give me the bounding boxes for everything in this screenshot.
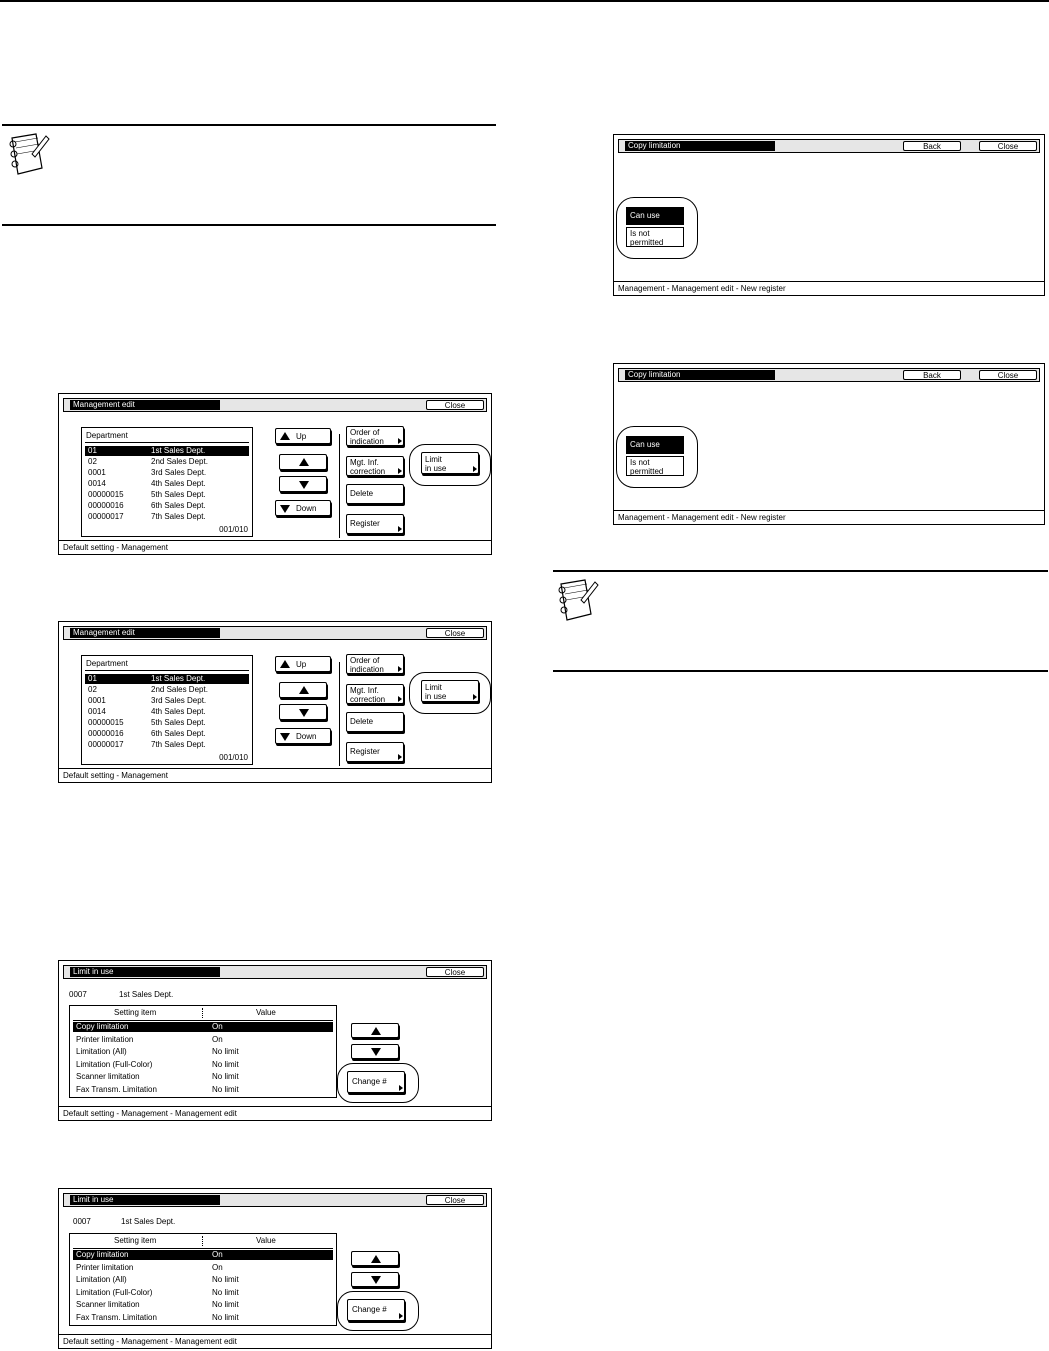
limit-in-use-screen — [58, 1188, 492, 1349]
table-row[interactable]: Scanner limitation No limit — [76, 1300, 239, 1309]
page-counter: 001/010 — [219, 525, 248, 534]
order-of-indication-button[interactable]: Order of indication — [346, 426, 404, 446]
mgt-inf-correction-button[interactable]: Mgt. Inf. correction — [346, 456, 404, 476]
table-row[interactable]: Printer limitation On — [76, 1263, 223, 1272]
up-arrow-icon — [371, 1027, 381, 1035]
copy-limitation-screen — [613, 134, 1045, 296]
note-rule-top — [2, 124, 496, 126]
change-number-button[interactable]: Change # — [347, 1071, 405, 1093]
title-bar — [63, 965, 487, 979]
table-row[interactable]: Copy limitation On — [73, 1022, 333, 1032]
top-rule — [0, 0, 1049, 2]
up-arrow-icon — [371, 1255, 381, 1263]
management-edit-screen — [58, 621, 492, 783]
list-item[interactable]: 00000016 6th Sales Dept. — [88, 501, 206, 510]
scroll-down-button[interactable] — [351, 1044, 399, 1059]
back-button[interactable]: Back — [903, 370, 961, 380]
department-list — [81, 655, 253, 765]
note-rule-bottom-right — [553, 670, 1048, 672]
note-rule-bottom — [2, 224, 496, 226]
department-name: 1st Sales Dept. — [119, 990, 174, 999]
down-button[interactable]: Down — [275, 500, 331, 516]
column-header: Setting item — [114, 1008, 157, 1017]
register-button[interactable]: Register — [346, 514, 404, 534]
list-item[interactable]: 01 1st Sales Dept. — [85, 446, 249, 456]
down-arrow-icon — [280, 505, 290, 513]
list-item[interactable]: 0001 3rd Sales Dept. — [88, 696, 207, 705]
department-code: 0007 — [69, 990, 87, 999]
table-row[interactable]: Limitation (Full-Color) No limit — [76, 1060, 239, 1069]
scroll-up-button[interactable] — [351, 1023, 399, 1038]
table-row[interactable]: Limitation (All) No limit — [76, 1275, 239, 1284]
down-arrow-icon — [299, 709, 309, 717]
list-item[interactable]: 0001 3rd Sales Dept. — [88, 468, 207, 477]
list-item[interactable]: 02 2nd Sales Dept. — [88, 685, 208, 694]
up-button[interactable]: Up — [275, 656, 331, 672]
scroll-down-button[interactable] — [279, 704, 327, 720]
screen-title: Limit in use — [70, 1195, 220, 1205]
scroll-up-button[interactable] — [279, 682, 327, 698]
list-item[interactable]: 0014 4th Sales Dept. — [88, 707, 206, 716]
screen-title: Management edit — [70, 628, 220, 638]
table-row[interactable]: Limitation (Full-Color) No limit — [76, 1288, 239, 1297]
list-item[interactable]: 02 2nd Sales Dept. — [88, 457, 208, 466]
list-item[interactable]: 0014 4th Sales Dept. — [88, 479, 206, 488]
close-button[interactable]: Close — [426, 628, 484, 638]
scroll-up-button[interactable] — [279, 454, 327, 470]
scroll-down-button[interactable] — [351, 1272, 399, 1287]
screen-title: Management edit — [70, 400, 220, 410]
close-button[interactable]: Close — [426, 967, 484, 977]
down-arrow-icon — [371, 1276, 381, 1284]
register-button[interactable]: Register — [346, 742, 404, 762]
list-item[interactable]: 00000015 5th Sales Dept. — [88, 718, 206, 727]
not-permitted-option[interactable]: Is not permitted — [626, 456, 684, 476]
breadcrumb: Default setting - Management - Management edit — [59, 1106, 491, 1120]
order-of-indication-button[interactable]: Order of indication — [346, 654, 404, 674]
delete-button[interactable]: Delete — [346, 484, 404, 504]
list-item[interactable]: 00000017 7th Sales Dept. — [88, 740, 206, 749]
management-edit-screen — [58, 393, 492, 555]
back-button[interactable]: Back — [903, 141, 961, 151]
department-list — [81, 427, 253, 537]
down-button[interactable]: Down — [275, 728, 331, 744]
notepad-icon — [555, 576, 599, 624]
table-row[interactable]: Fax Transm. Limitation No limit — [76, 1085, 239, 1094]
limit-in-use-button[interactable]: Limit in use — [421, 680, 479, 702]
list-item[interactable]: 00000015 5th Sales Dept. — [88, 490, 206, 499]
list-header: Department — [86, 431, 128, 440]
title-bar — [63, 626, 487, 640]
close-button[interactable]: Close — [426, 1195, 484, 1205]
scroll-up-button[interactable] — [351, 1251, 399, 1266]
can-use-option[interactable]: Can use — [626, 436, 684, 454]
not-permitted-option[interactable]: Is not permitted — [626, 227, 684, 247]
breadcrumb: Default setting - Management — [59, 768, 491, 782]
mgt-inf-correction-button[interactable]: Mgt. Inf. correction — [346, 684, 404, 704]
screen-title: Copy limitation — [625, 370, 775, 380]
column-header: Value — [256, 1236, 276, 1245]
list-header: Department — [86, 659, 128, 668]
close-button[interactable]: Close — [979, 141, 1037, 151]
up-arrow-icon — [280, 432, 290, 440]
list-item[interactable]: 01 1st Sales Dept. — [85, 674, 249, 684]
note-rule-top-right — [553, 570, 1048, 572]
list-item[interactable]: 00000016 6th Sales Dept. — [88, 729, 206, 738]
down-arrow-icon — [299, 481, 309, 489]
list-item[interactable]: 00000017 7th Sales Dept. — [88, 512, 206, 521]
table-row[interactable]: Fax Transm. Limitation No limit — [76, 1313, 239, 1322]
up-arrow-icon — [280, 660, 290, 668]
screen-title: Copy limitation — [625, 141, 775, 151]
delete-button[interactable]: Delete — [346, 712, 404, 732]
change-number-button[interactable]: Change # — [347, 1299, 405, 1321]
scroll-down-button[interactable] — [279, 476, 327, 492]
table-row[interactable]: Printer limitation On — [76, 1035, 223, 1044]
department-name: 1st Sales Dept. — [121, 1217, 176, 1226]
down-arrow-icon — [371, 1048, 381, 1056]
settings-table — [69, 1233, 337, 1326]
up-arrow-icon — [299, 686, 309, 694]
down-arrow-icon — [280, 733, 290, 741]
notepad-icon — [6, 130, 50, 178]
breadcrumb: Management - Management edit - New register — [614, 510, 1044, 524]
breadcrumb: Management - Management edit - New register — [614, 281, 1044, 295]
limit-in-use-button[interactable]: Limit in use — [421, 452, 479, 474]
page-counter: 001/010 — [219, 753, 248, 762]
can-use-option[interactable]: Can use — [626, 207, 684, 225]
title-bar — [63, 1193, 487, 1207]
copy-limitation-screen — [613, 363, 1045, 525]
settings-table — [69, 1005, 337, 1098]
limit-in-use-screen — [58, 960, 492, 1121]
title-bar — [618, 139, 1040, 153]
title-bar — [618, 368, 1040, 382]
breadcrumb: Default setting - Management - Management edit — [59, 1334, 491, 1348]
column-header: Setting item — [114, 1236, 157, 1245]
table-row[interactable]: Limitation (All) No limit — [76, 1047, 239, 1056]
department-code: 0007 — [73, 1217, 91, 1226]
close-button[interactable]: Close — [979, 370, 1037, 380]
screen-title: Limit in use — [70, 967, 220, 977]
table-row[interactable]: Copy limitation On — [73, 1250, 333, 1260]
close-button[interactable]: Close — [426, 400, 484, 410]
title-bar — [63, 398, 487, 412]
column-header: Value — [256, 1008, 276, 1017]
table-row[interactable]: Scanner limitation No limit — [76, 1072, 239, 1081]
up-button[interactable]: Up — [275, 428, 331, 444]
breadcrumb: Default setting - Management — [59, 540, 491, 554]
up-arrow-icon — [299, 458, 309, 466]
